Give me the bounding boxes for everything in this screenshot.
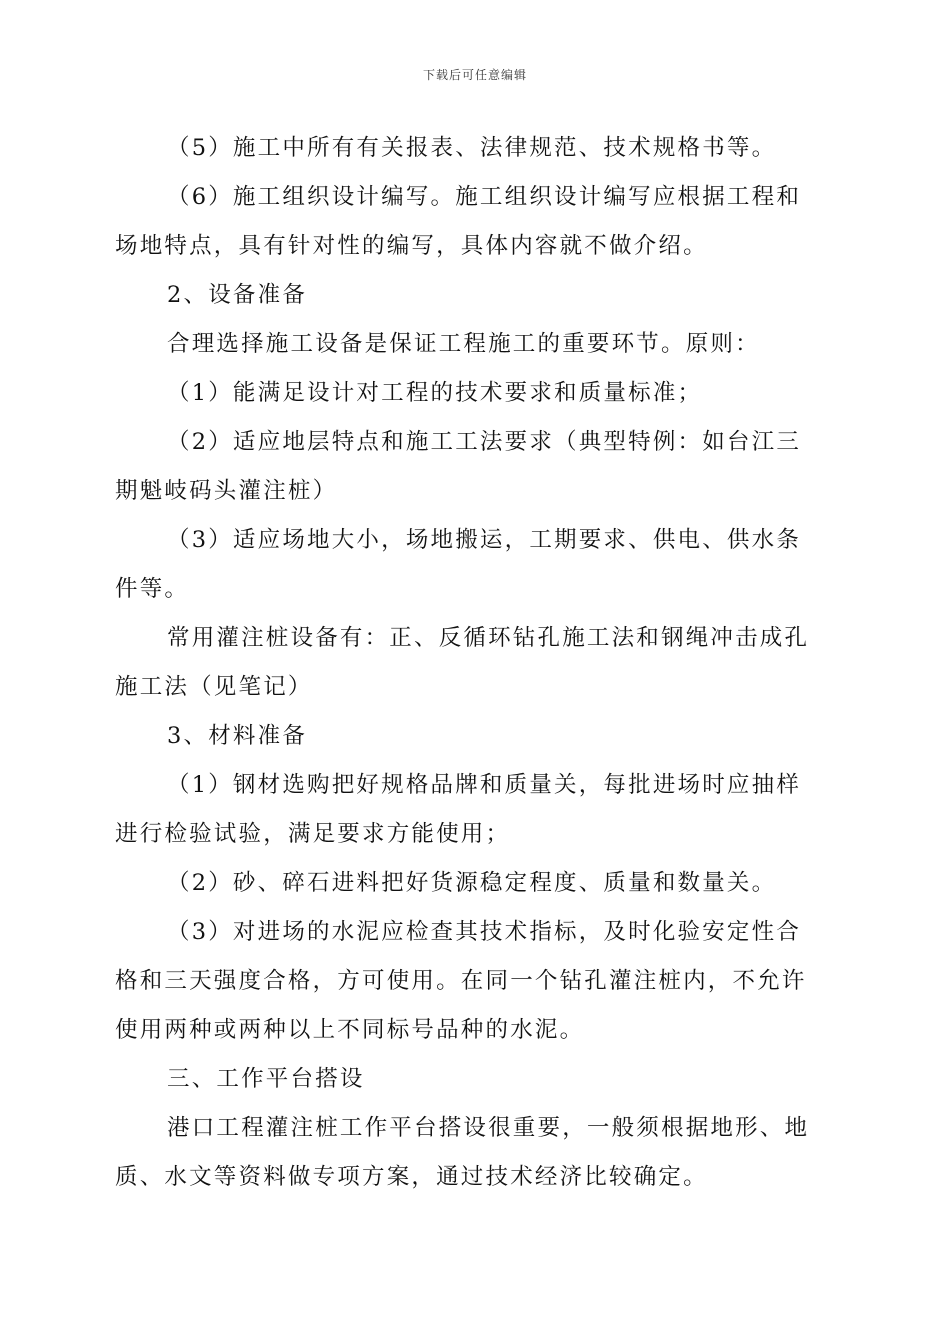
section-heading-platform: 三、工作平台搭设 xyxy=(167,1066,365,1092)
equipment-item-3-line-2: 件等。 xyxy=(115,576,190,602)
materials-item-3-line-1: （3）对进场的水泥应检查其技术指标，及时化验安定性合 xyxy=(167,919,802,945)
equipment-item-1: （1）能满足设计对工程的技术要求和质量标准； xyxy=(167,380,703,406)
section-heading-materials: 3、材料准备 xyxy=(167,723,308,749)
common-equipment-line-2: 施工法（见笔记） xyxy=(115,674,313,700)
common-equipment-line-1: 常用灌注桩设备有：正、反循环钻孔施工法和钢绳冲击成孔 xyxy=(167,625,810,651)
materials-item-1-line-1: （1）钢材选购把好规格品牌和质量关，每批进场时应抽样 xyxy=(167,772,802,798)
item-6-line-1: （6）施工组织设计编写。施工组织设计编写应根据工程和 xyxy=(167,184,802,210)
equipment-item-2-line-2: 期魁岐码头灌注桩） xyxy=(115,478,338,504)
equipment-intro: 合理选择施工设备是保证工程施工的重要环节。原则： xyxy=(167,331,760,357)
page-header: 下载后可任意编辑 xyxy=(422,68,527,82)
section-heading-equipment: 2、设备准备 xyxy=(167,282,308,308)
document-body xyxy=(115,124,835,1202)
platform-paragraph-line-2: 质、水文等资料做专项方案，通过技术经济比较确定。 xyxy=(115,1164,708,1190)
equipment-item-2-line-1: （2）适应地层特点和施工工法要求（典型特例：如台江三 xyxy=(167,429,802,455)
equipment-item-3-line-1: （3）适应场地大小，场地搬运，工期要求、供电、供水条 xyxy=(167,527,802,553)
materials-item-3-line-2: 格和三天强度合格，方可使用。在同一个钻孔灌注桩内，不允许 xyxy=(115,968,807,994)
platform-paragraph-line-1: 港口工程灌注桩工作平台搭设很重要，一般须根据地形、地 xyxy=(167,1115,810,1141)
item-6-line-2: 场地特点，具有针对性的编写，具体内容就不做介绍。 xyxy=(115,233,708,259)
item-5-line: （5）施工中所有有关报表、法律规范、技术规格书等。 xyxy=(167,135,777,161)
materials-item-2: （2）砂、碎石进料把好货源稳定程度、质量和数量关。 xyxy=(167,870,777,896)
materials-item-3-line-3: 使用两种或两种以上不同标号品种的水泥。 xyxy=(115,1017,585,1043)
materials-item-1-line-2: 进行检验试验，满足要求方能使用； xyxy=(115,821,511,847)
